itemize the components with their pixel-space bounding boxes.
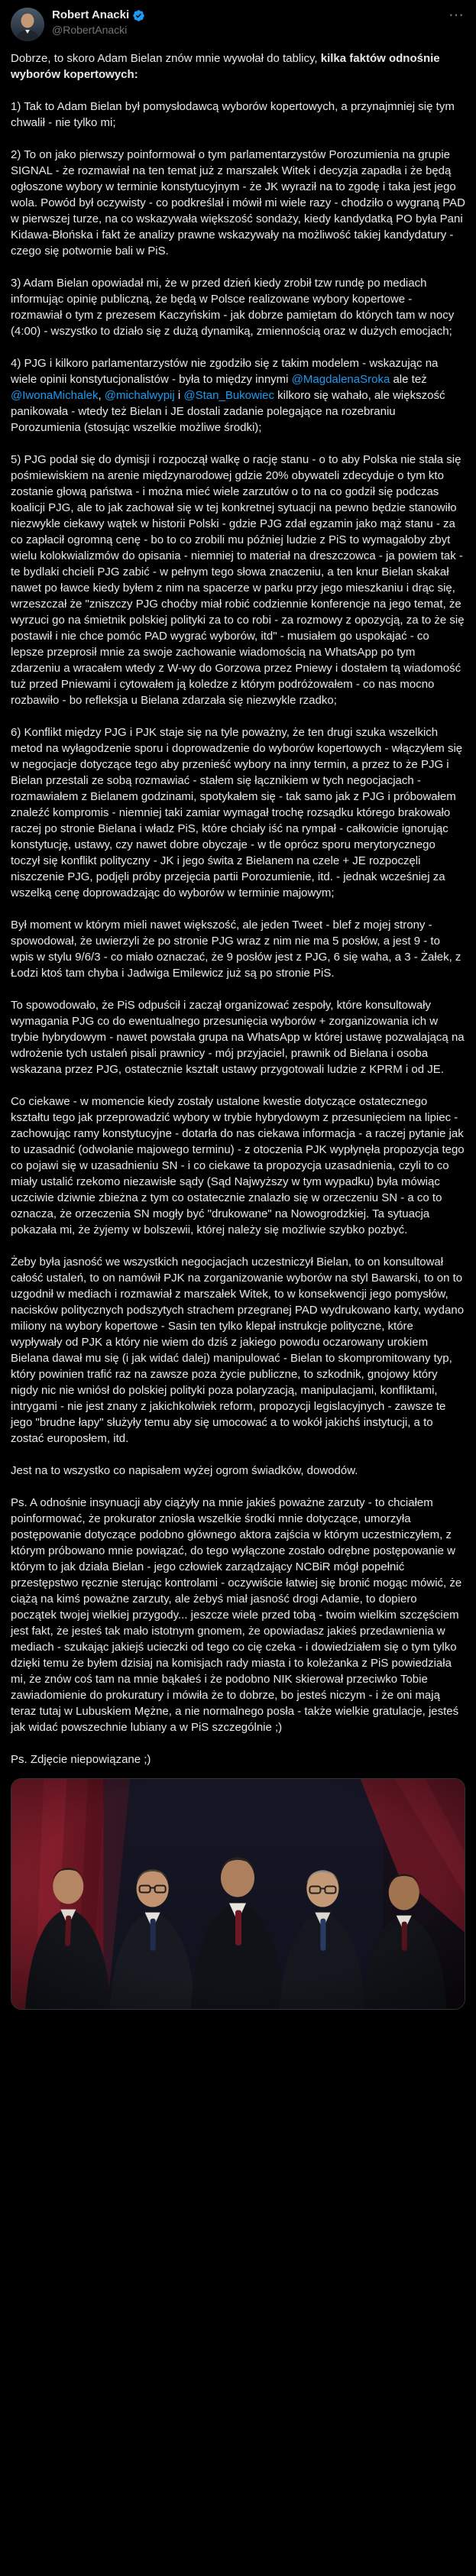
paragraph-sn-ruling: Co ciekawe - w momencie kiedy zostały ustalone kwestie dotyczące ostatecznego kształtu tego jak przeprowadzić wybory w trybie hybrydowym z przesunięciem na lipiec - zachowując ramy konstytucyjne - dotarła do nas ciekawa informacja - a raczej pytanie jak to uzasadnić (odwołanie majowego terminu) - z otoczenia PJK wypłynęła propozycja tego co pojawi się w uzasadnieniu SN - i co ciekawe ta propozycja uzasadnienia, czyli to co miały ustalić rzekomo niezawisłe sądy (Sąd Najwyższy w tym wypadku) była mówiąc uczciwie dziwnie zbieżna z tym co ostatecznie znalazło się w orzeczeniu SN - a co to oznacza, że orzeczenia SN mogły być "drukowane" na Nowogrodzkiej. Ta sytuacja pokazała mi, że żyjemy w bolszewii, której należy się możliwie szybko pozbyć.: [11, 1095, 465, 1236]
paragraph-point-5: 5) PJG podał się do dymisji i rozpoczął walkę o rację stanu - o to aby Polska nie stała się pośmiewiskiem na arenie międzynarodowej gdzie 20% obywateli zdecyduje o tym kto zostanie głową państwa - i można mieć wiele zarzutów o to na co godził się podczas koalicji PJG, ale to jak zachował się w tej konkretnej sytuacji na pewno będzie stanowiło niezwykle ciekawy wątek w historii Polski - gdzie PJG zdał egzamin jako mąż stanu - za co zapłacił ogromną cenę - bo to co zrobili mu później ludzie z PiS to wymagałoby zbyt wielu kolokwializmów do opisania - niemniej to materiał na dreszczowca - ja powiem tak - te bydlaki chcieli PJG zabić - w pełnym tego słowa znaczeniu, a ten knur Bielan skakał nawet po ławce kiedy byłem z nim na spacerze w parku przy jego mieszkaniu i drąc się, wrzeszczał że "zniszczy PJG choćby miał robić codziennie konferencje na jego temat, że wyrzuci go na śmietnik polskiej polityki za to co robi - za rozmowy z opozycją, za to że się postawił i nie chce pomóc PAD wygrać wyborów, itd" - musiałem go uspokajać - co lepsze przeprosił mnie za swoje zachowanie wiadomością na WhatsApp po tym zdarzeniu a wracałem wtedy z W-wy do Gorzowa przez Pniewy i dostałem tą wiadomość tuż przed Pniewami i cytowałem ją koledze z którym podróżowałem - co nas mocno rozbawiło - bo refleksja u Bielana zdarzała się niezwykle rzadko;: [11, 453, 465, 707]
mentions-text-3: ,: [98, 389, 105, 402]
avatar[interactable]: [11, 8, 44, 41]
verified-badge-icon: [132, 9, 145, 22]
paragraph-tweet-bluff: Był moment w którym mieli nawet większość, ale jeden Tweet - blef z mojej strony - spowodował, że uwierzyli że po stronie PJG wraz z nim nie ma 5 posłów, a jest 9 - to wpis w stylu 9/6/3 - co miało oznaczać, że 9 posłów jest z PJG, 6 się waha, a 3 - Żałek, z Łodzi ktoś tam chyba i Jadwiga Emilewicz już są po stronie PiS.: [11, 919, 461, 980]
intro-bold-text: kilka faktów odnośnie wyborów kopertowych:: [11, 52, 440, 81]
mention-link-magdalenasroka[interactable]: @MagdalenaSroka: [291, 373, 390, 386]
mention-link-michalwypij[interactable]: @michalwypij: [104, 389, 175, 402]
avatar-image-icon: [11, 8, 44, 41]
more-icon: ⋯: [448, 7, 464, 24]
tweet-text: [11, 50, 465, 1768]
paragraph-bielan-role: Żeby była jasność we wszystkich negocjacjach uczestniczył Bielan, to on konsultował całość ustaleń, to on namówił PJK na zorganizowanie wyborów na styl Bawarski, to on to uzgodnił w mediach i rozmawiał z marszałek Witek, to w konsekwencji jego pomysłów, nacisków politycznych podszytych strachem przegranej PAD wydrukowano karty, wydano miliony na wybory kopertowe - Sasin ten tylko klepał instrukcje polityczne, które wypływały od PJK a który nie wiem do dziś z jakiego powodu oczarowany urokiem Bielana dawał mu się (i jak widać dalej) manipulować - Bielan to skompromitowany typ, który powinien trafić raz na zawsze poza życie publiczne, to szkodnik, gnojowy który nigdy nic nie wniósł do polskiej polityki poza polaryzacją, manipulacjami, konfliktami, intrygami - nie jest znany z jakichkolwiek reform, propozycji legislacyjnych - zawsze te jego "brudne łapy" służyły temu aby się umocować a to wokół jakichś instytucji, a to zostać europosłem, itd.: [11, 1256, 465, 1445]
paragraph-point-6: 6) Konflikt między PJG i PJK staje się na tyle poważny, że ten drugi szuka wszelkich metod na wyłagodzenie sporu i doprowadzenie do wyborów kopertowych - włączyłem się w negocjacje dotyczące tego aby przenieść wybory na inny termin, a przez to że PJG i Bielan przestali ze sobą rozmawiać - stałem się łącznikiem w tych negocjacjach - rozmawiałem z Bielanem godzinami, spotykałem się - tak samo jak z PJG i próbowałem znaleźć kompromis - niemniej taki zamiar wymagał trochę rozsądku którego brakowało raczej po stronie Bielana i władz PiS, które chciały iść na rympał - całkowicie ignorując konstytucję, ustawy, czy nawet dobre obyczaje - w tle oprócz sporu merytorycznego toczył się konflikt polityczny - JK i jego świta z Bielanem na czele + JE rozpoczęli niszczenie PJG, podjęli próby przejęcia partii Porozumienie, itd. - jednak wcześniej za wszelką cenę doprowadzając do wyborów w terminie majowym;: [11, 726, 463, 899]
paragraph-pis-teams: To spowodowało, że PiS odpuścił i zaczął organizować zespoły, które konsultowały wymagania PJG co do ewentualnego przesunięcia wyborów + zorganizowania ich w trybie hybrydowym - nawet powstała grupa na WhatsApp w której ustawę pozwalającą na wdrożenie tych ustaleń pisali prawnicy - mój przyjaciel, prawnik od Bielana i osoba wskazana przez PJG, ostatecznie kształt ustawy przygotowali ludzie z KPRM i od JE.: [11, 999, 465, 1076]
display-name[interactable]: Robert Anacki: [52, 8, 130, 21]
mention-link-iwonamichalek[interactable]: @IwonaMichalek: [11, 389, 99, 402]
intro-text: Dobrze, to skoro Adam Bielan znów mnie wywołał do tablicy,: [11, 52, 321, 65]
author-handle[interactable]: @RobertAnacki: [52, 24, 128, 36]
politicians-photo-illustration: [11, 1779, 465, 2009]
paragraph-point-2: 2) To on jako pierwszy poinformował o tym parlamentarzystów Porozumienia na grupie SIGNAL - że rozmawiał na ten temat już z marszałek Witek i decyzja zapadła i że będą ogłoszone wybory w terminie konstytucyjnym - że JK wyraził na to zgodę i taka jest jego wola. Powód był oczywisty - co podkreślał i mówił mi wiele razy - chodziło o wygraną PAD w pierwszej turze, na co wskazywała większość sondaży, kiedy kandydatką PO była Pani Kidawa-Błońska i fakt że analizy prawne wskazywały na możliwość takiej kandydatury - czego się potwornie bali w PiS.: [11, 148, 465, 258]
mentions-text-5: kilkoro się wahało, ale większość panikowała - wtedy też Bielan i JE dostali zadanie polegające na rozebraniu Porozumienia (stosując wszelkie możliwe środki);: [11, 389, 445, 434]
paragraph-point-3: 3) Adam Bielan opowiadał mi, że w przed dzień kiedy zrobił tzw rundę po mediach informując opinię publiczną, że będą w Polsce realizowane wybory kopertowe - rozmawiał o tym z prezesem Kaczyńskim - jak dobrze pamiętam do których tam w nocy (4:00) - wszystko to działo się z dużą dynamiką, zmiennością oraz w dużych emocjach;: [11, 277, 455, 338]
paragraph-ps-photo-note: Ps. Zdjęcie niepowiązane ;): [11, 1753, 151, 1766]
paragraph-witnesses: Jest na to wszystko co napisałem wyżej ogrom świadków, dowodów.: [11, 1464, 358, 1477]
paragraph-ps-allegations: Ps. A odnośnie insynuacji aby ciążyły na mnie jakieś poważne zarzuty - to chciałem poinformować, że prokurator zniosła wszelkie środki mnie dotyczące, umorzyła postępowanie dotyczące podobno głównego aktora zajścia w którym uczestniczyłem, z którym próbowano mnie powiązać, do tego wyłączone zostało odrębne postępowanie w którym to jak działa Bielan - jego człowiek zarządzający NCBiR mógł popełnić przestępstwo ręcznie sterując kontrolami - oczywiście łatwiej się bronić mogąc mówić, że ciążą na kimś poważne zarzuty, ale żebyś miał jasność drogi Adamie, to dopiero początek twojej wielkiej przygody... jeszcze wiele przed tobą - twoim wielkim szczęściem jest fakt, że jesteś tak mało istotnym gnomem, że opowiadasz jakieś przedawnienia w mediach - szukając jakiejś ucieczki od tego co cię czeka - i dowiedziałem się o tym tylko dzięki temu że byłem dzisiaj na komisjach rady miasta i to koleżanka z PiS powiedziała mi, że znów coś tam na mnie bąkałeś i że podobno NIK skierował przeciwko Tobie zawiadomienie do prokuratury i mówiła że to dobrze, bo jesteś niczym - i że oni mają teraz tutaj w Lubuskiem Mężne, a nie normalnego posła - także wielkie gratulacje, jesteś jak widać powszechnie lubiany a w PiS szczególnie ;): [11, 1496, 462, 1734]
paragraph-point-1: 1) Tak to Adam Bielan był pomysłodawcą wyborów kopertowych, a przynajmniej się tym chwalił - nie tylko mi;: [11, 100, 455, 129]
mentions-text-2: ale też: [390, 373, 427, 386]
author-names: [52, 8, 145, 37]
tweet-header: [11, 8, 465, 41]
paragraph-intro: [11, 50, 465, 83]
name-row: [52, 8, 145, 23]
more-button[interactable]: [447, 8, 465, 23]
mentions-text-1: 4) PJG i kilkoro parlamentarzystów nie zgodziło się z takim modelem - wskazując na wiele opinii konstytucjonalistów - była to między innymi: [11, 357, 439, 386]
paragraph-point-4-with-mentions: [11, 355, 465, 436]
post-photo[interactable]: [11, 1778, 465, 2010]
mentions-text-4: i: [174, 389, 184, 402]
mention-link-stanbukowiec[interactable]: @Stan_Bukowiec: [183, 389, 275, 402]
